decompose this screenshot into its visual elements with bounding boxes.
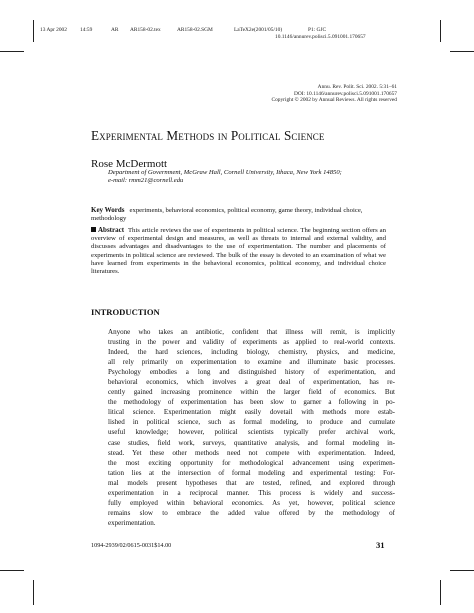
journal-doi: DOI: 10.1146/annurev.polisci.5.091001.170657: [293, 90, 397, 97]
body-line: case studies, field work, surveys, quantitative analysis, and formal modeling in-: [108, 438, 395, 447]
crop-mark: [0, 570, 24, 571]
header-journal-code: AR: [111, 27, 119, 33]
intro-paragraph: [108, 327, 395, 528]
crop-mark: [440, 20, 441, 42]
header-sgm-file: AR158-02.SGM: [177, 27, 213, 33]
header-tex-file: AR158-02.tex: [130, 27, 161, 33]
abstract: [91, 226, 386, 276]
body-line: behavioral economics, which involves a great deal of experimentation, has re-: [108, 378, 395, 387]
abstract-text: This article reviews the use of experiments in political science. The beginning section offers an overview of experimental design and measures, as well as threats to internal and external validity, and discusses advantages and disadvantages to the use of experimentation. The number and placements of experiments in political science are reviewed. The bulk of the essay is devoted to an examination of what we have learned from experiments in the behavioral economics, political economy, and individual choice literatures.: [91, 227, 386, 276]
email-line: e-mail: rmm21@cornell.edu: [108, 177, 184, 185]
body-line: tation lies at the intersection of formal modeling and experimental testing: For-: [108, 468, 395, 477]
crop-mark: [450, 51, 474, 52]
keywords-label: Key Words: [91, 206, 125, 214]
body-line: Anyone who takes an antibiotic, confident that illness will remit, is implicitly: [108, 328, 395, 336]
journal-citation: Annu. Rev. Polit. Sci. 2002. 5:31–61: [317, 84, 397, 90]
footer-code: 1094-2939/02/0615-0031$14.00: [91, 542, 172, 549]
header-time: 14:59: [80, 27, 93, 33]
header-p1: P1: GJC: [308, 27, 327, 33]
body-line: lished in political science, such as formal modeling, to produce and cumulate: [108, 418, 395, 427]
journal-copyright: Copyright © 2002 by Annual Reviews. All rights reserved: [271, 97, 397, 104]
keywords: [91, 206, 391, 223]
abstract-square-icon: [91, 227, 96, 232]
header-doi: 10.1146/annurev.polisci.5.091001.170657: [275, 34, 366, 40]
body-line: litical science. Experimentation might easily dovetail with methods more estab-: [108, 408, 395, 417]
section-heading: INTRODUCTION: [91, 307, 160, 317]
journal-info: [271, 84, 397, 104]
header-date: 13 Apr 2002: [40, 27, 67, 33]
body-line: Psychology embodies a long and distinguished history of experimentation, and: [108, 368, 395, 377]
author-name: Rose McDermott: [91, 158, 168, 170]
affiliation-line: Department of Government, McGraw Hall, Cornell University, Ithaca, New York 14850;: [108, 169, 342, 176]
body-line: stead. Yet these other methods need not compete with experimentation. Indeed,: [108, 448, 395, 457]
abstract-label: Abstract: [98, 226, 125, 234]
body-line: mal models present hypotheses that are tested, refined, and explored through: [108, 478, 395, 487]
crop-mark: [33, 580, 34, 605]
crop-mark: [33, 20, 34, 42]
author-affiliation: [108, 169, 408, 186]
article-title: Experimental Methods in Political Science: [91, 128, 325, 143]
body-line: cently gained increasing prominence within the larger field of economics. But: [108, 388, 395, 397]
body-line: Indeed, the hard sciences, including biology, chemistry, physics, and medicine,: [108, 348, 395, 357]
crop-mark: [450, 570, 474, 571]
body-line: fully employed within behavioral economics. As yet, however, political science: [108, 498, 395, 507]
header-latex-version: LaTeX2e(2001/05/10): [234, 27, 283, 33]
body-line: remains slow to embrace the added value offered by the methodology of: [108, 508, 395, 517]
keywords-text: experiments, behavioral economics, political economy, game theory, individual choice, methodology: [91, 207, 363, 223]
crop-mark: [0, 51, 24, 52]
body-line: all rely primarily on experimentation to examine and illuminate basic processes.: [108, 358, 395, 367]
page-number: 31: [376, 540, 385, 550]
body-line: the methodology of experimentation has been slow to garner a following in po-: [108, 398, 395, 407]
crop-mark: [440, 580, 441, 605]
body-line: useful knowledge; however, political scientists typically prefer archival work,: [108, 428, 395, 437]
body-line: the most exciting opportunity for methodological advancement using experimen-: [108, 458, 395, 467]
body-line: experimentation in a reciprocal manner. This process is widely and success-: [108, 488, 395, 497]
body-line: experimentation.: [108, 518, 156, 527]
body-line: trusting in the power and validity of experiments as applied to real-world contexts.: [108, 338, 395, 347]
